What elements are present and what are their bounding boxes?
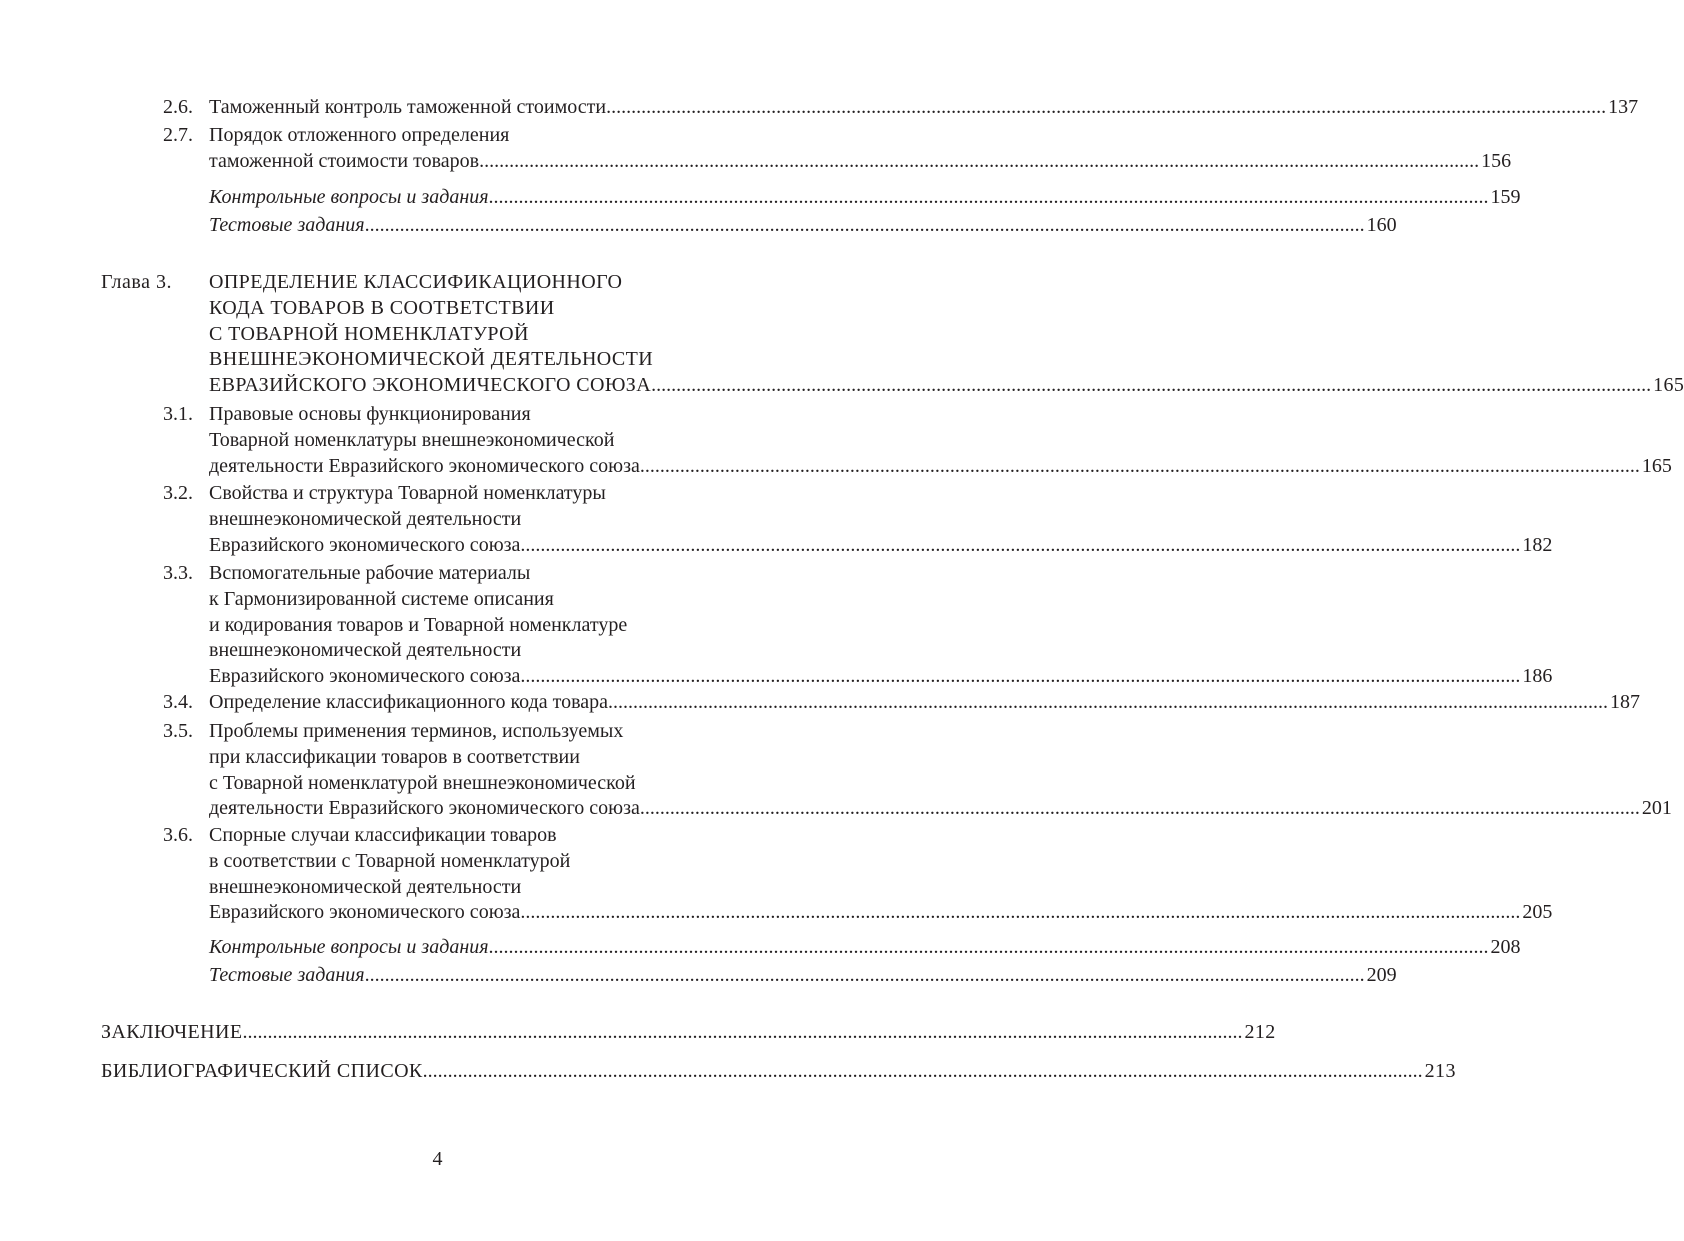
dot-leader: ........................................................................................................................................................................................................ bbox=[364, 964, 1365, 986]
dot-leader: ........................................................................................................................................................................................................ bbox=[608, 691, 1609, 713]
section-number: 3.4. bbox=[163, 691, 193, 713]
dot-leader: ........................................................................................................................................................................................................ bbox=[651, 374, 1652, 397]
dot-leader: ........................................................................................................................................................................................................ bbox=[606, 96, 1607, 118]
title-line: Тестовые задания bbox=[209, 214, 365, 236]
dot-leader: ........................................................................................................................................................................................................ bbox=[520, 901, 1521, 924]
title-line: Тестовые задания bbox=[209, 964, 365, 986]
section-number: 3.3. bbox=[163, 562, 193, 584]
entry-title bbox=[209, 963, 1397, 989]
title-line: С ТОВАРНОЙ НОМЕНКЛАТУРОЙ bbox=[209, 322, 529, 345]
section-number: 2.6. bbox=[163, 96, 193, 118]
title-line: Порядок отложенного определения bbox=[209, 124, 510, 146]
title-line: Контрольные вопросы и задания bbox=[209, 936, 489, 958]
page-ref: 213 bbox=[1424, 1060, 1456, 1082]
page-ref: 165 bbox=[1653, 374, 1684, 397]
title-line: Спорные случаи классификации товаров bbox=[209, 824, 557, 846]
title-line: ОПРЕДЕЛЕНИЕ КЛАССИФИКАЦИОННОГО bbox=[209, 271, 623, 293]
section-number: 3.6. bbox=[163, 824, 193, 846]
title-line: Таможенный контроль таможенной стоимости bbox=[209, 96, 607, 118]
entry-title bbox=[209, 481, 1553, 558]
title-line: ЕВРАЗИЙСКОГО ЭКОНОМИЧЕСКОГО СОЮЗА bbox=[209, 374, 652, 397]
page-ref: 209 bbox=[1366, 964, 1397, 986]
title-line-with-page bbox=[209, 690, 1641, 716]
entry-title bbox=[101, 1059, 1456, 1085]
title-line: деятельности Евразийского экономического союза bbox=[209, 797, 640, 820]
title-line-with-page bbox=[209, 185, 1521, 211]
entry-title bbox=[209, 402, 1672, 479]
page-ref: 165 bbox=[1641, 454, 1672, 477]
title-line: Проблемы применения терминов, используемых bbox=[209, 720, 624, 742]
title-line: Евразийского экономического союза bbox=[209, 533, 521, 556]
title-line-with-page bbox=[209, 963, 1397, 989]
page-ref: 159 bbox=[1490, 186, 1521, 208]
title-line-with-page bbox=[209, 373, 1684, 399]
dot-leader: ........................................................................................................................................................................................................ bbox=[520, 665, 1521, 688]
title-line: БИБЛИОГРАФИЧЕСКИЙ СПИСОК bbox=[101, 1060, 423, 1082]
title-line-with-page bbox=[101, 1020, 1276, 1046]
title-line: и кодирования товаров и Товарной номенклатуре bbox=[209, 613, 628, 636]
chapter-label: Глава 3. bbox=[101, 271, 172, 293]
title-line: ЗАКЛЮЧЕНИЕ bbox=[101, 1021, 243, 1043]
title-line: деятельности Евразийского экономического союза bbox=[209, 454, 640, 477]
page-ref: 208 bbox=[1490, 936, 1521, 958]
entry-title bbox=[209, 213, 1397, 239]
page-ref: 156 bbox=[1481, 149, 1512, 172]
title-line-with-page bbox=[209, 935, 1521, 961]
dot-leader: ........................................................................................................................................................................................................ bbox=[639, 454, 1640, 477]
dot-leader: ........................................................................................................................................................................................................ bbox=[422, 1060, 1423, 1082]
title-line: при классификации товаров в соответствии bbox=[209, 745, 580, 768]
title-line: ВНЕШНЕЭКОНОМИЧЕСКОЙ ДЕЯТЕЛЬНОСТИ bbox=[209, 348, 654, 371]
title-line: с Товарной номенклатурой внешнеэкономической bbox=[209, 771, 636, 794]
dot-leader: ........................................................................................................................................................................................................ bbox=[639, 797, 1640, 820]
title-line-with-page bbox=[209, 533, 1553, 559]
title-line-with-page bbox=[209, 454, 1672, 480]
title-line: к Гармонизированной системе описания bbox=[209, 587, 554, 610]
entry-title bbox=[209, 95, 1639, 121]
title-line-with-page bbox=[101, 1059, 1456, 1085]
entry-title bbox=[209, 270, 1684, 399]
entry-title bbox=[209, 185, 1521, 211]
page-ref: 160 bbox=[1366, 214, 1397, 236]
title-line: Евразийского экономического союза bbox=[209, 665, 521, 688]
entry-title bbox=[209, 690, 1641, 716]
dot-leader: ........................................................................................................................................................................................................ bbox=[364, 214, 1365, 236]
page-ref: 186 bbox=[1522, 665, 1553, 688]
entry-title bbox=[209, 123, 1512, 175]
entry-title bbox=[209, 823, 1553, 926]
page-ref: 201 bbox=[1641, 797, 1672, 820]
title-line: Правовые основы функционирования bbox=[209, 403, 531, 425]
entry-title bbox=[101, 1020, 1276, 1046]
title-line-with-page bbox=[209, 149, 1512, 175]
page-ref: 205 bbox=[1522, 901, 1553, 924]
title-line: Контрольные вопросы и задания bbox=[209, 186, 489, 208]
title-line: Свойства и структура Товарной номенклатуры bbox=[209, 482, 606, 504]
title-line: Товарной номенклатуры внешнеэкономической bbox=[209, 428, 615, 451]
page-ref: 187 bbox=[1610, 691, 1641, 713]
title-line-with-page bbox=[209, 213, 1397, 239]
title-line: внешнеэкономической деятельности bbox=[209, 507, 522, 530]
section-number: 3.2. bbox=[163, 482, 193, 504]
title-line: таможенной стоимости товаров bbox=[209, 149, 480, 172]
dot-leader: ........................................................................................................................................................................................................ bbox=[488, 186, 1489, 208]
title-line: внешнеэкономической деятельности bbox=[209, 875, 522, 898]
title-line-with-page bbox=[209, 95, 1639, 121]
section-number: 3.1. bbox=[163, 403, 193, 425]
title-line: Вспомогательные рабочие материалы bbox=[209, 562, 531, 584]
title-line-with-page bbox=[209, 900, 1553, 926]
entry-title bbox=[209, 935, 1521, 961]
title-line: Евразийского экономического союза bbox=[209, 901, 521, 924]
page-number: 4 bbox=[432, 1148, 443, 1170]
dot-leader: ........................................................................................................................................................................................................ bbox=[488, 936, 1489, 958]
title-line: внешнеэкономической деятельности bbox=[209, 639, 522, 662]
title-line-with-page bbox=[209, 796, 1672, 822]
title-line: в соответствии с Товарной номенклатурой bbox=[209, 849, 571, 872]
dot-leader: ........................................................................................................................................................................................................ bbox=[479, 149, 1480, 172]
title-line-with-page bbox=[209, 664, 1553, 690]
page-ref: 182 bbox=[1522, 533, 1553, 556]
page-ref: 137 bbox=[1608, 96, 1639, 118]
title-line: КОДА ТОВАРОВ В СООТВЕТСТВИИ bbox=[209, 296, 555, 319]
dot-leader: ........................................................................................................................................................................................................ bbox=[242, 1021, 1243, 1043]
section-number: 2.7. bbox=[163, 124, 193, 146]
dot-leader: ........................................................................................................................................................................................................ bbox=[520, 533, 1521, 556]
title-line: Определение классификационного кода товара bbox=[209, 691, 609, 713]
page-ref: 212 bbox=[1244, 1021, 1276, 1043]
entry-title bbox=[209, 561, 1553, 690]
entry-title bbox=[209, 719, 1672, 822]
section-number: 3.5. bbox=[163, 720, 193, 742]
